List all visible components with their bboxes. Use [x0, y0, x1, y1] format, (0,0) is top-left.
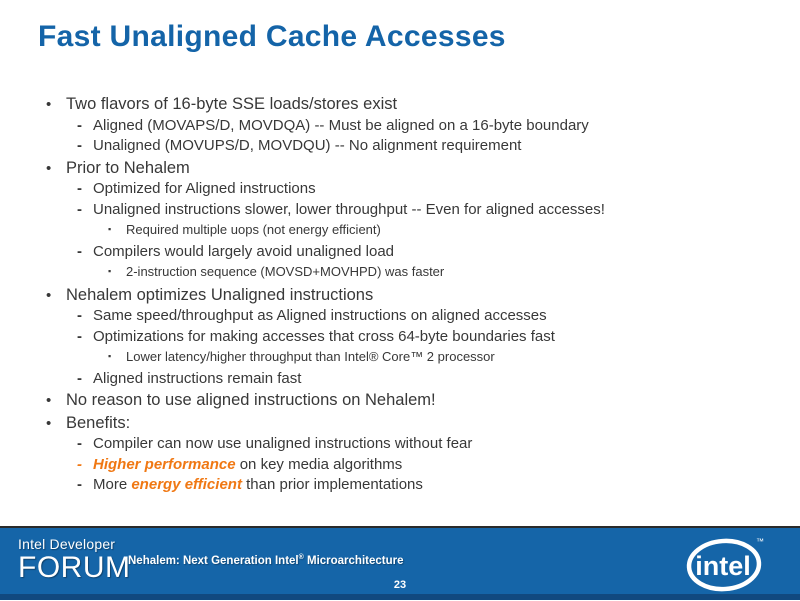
bullet-text: [66, 158, 785, 180]
idf-logo-line1: Intel Developer: [18, 536, 116, 552]
bullet-item: [0, 369, 785, 390]
bullet-marker: •: [46, 392, 52, 409]
plain-text: Two flavors of 16-byte SSE loads/stores exist: [66, 95, 398, 113]
bullet-item: [0, 262, 785, 284]
bullet-list: [0, 93, 785, 496]
plain-text: Required multiple uops (not energy efficient): [126, 222, 381, 237]
bullet-marker: •: [46, 414, 52, 432]
plain-text: Same speed/throughput as Aligned instructions on aligned accesses: [93, 307, 547, 324]
intel-logo-word: intel: [695, 551, 751, 581]
bullet-item: [0, 327, 785, 348]
bullet-text: [93, 306, 785, 327]
footer-subtitle: [128, 554, 404, 567]
bullet-item: [0, 116, 785, 137]
bullet-marker: -: [77, 307, 82, 324]
bullet-marker: -: [77, 455, 82, 473]
page-number: 23: [393, 579, 407, 591]
intel-logo-icon: [686, 532, 768, 596]
plain-text: No reason to use aligned instructions on Nehalem!: [66, 391, 436, 409]
bullet-marker: -: [77, 180, 82, 197]
plain-text: Nehalem optimizes Unaligned instructions: [66, 285, 374, 304]
bullet-text: [93, 200, 785, 221]
footer-subtitle-rest: Microarchitecture: [303, 554, 404, 567]
bullet-marker: -: [77, 200, 82, 218]
plain-text: Optimized for Aligned instructions: [93, 180, 316, 197]
plain-text: Optimizations for making accesses that cross 64-byte boundaries fast: [93, 327, 555, 345]
bullet-marker: ▪: [108, 351, 112, 361]
bullet-marker: -: [77, 476, 82, 493]
bullet-item: [0, 347, 785, 369]
bullet-text: [66, 390, 785, 412]
bullet-item: [0, 200, 785, 221]
bullet-item: [0, 136, 785, 157]
bullet-text: [93, 434, 785, 455]
bullet-item: [0, 285, 785, 307]
idf-logo-line2: FORUM: [18, 551, 131, 584]
plain-text: Compiler can now use unaligned instructions without fear: [93, 435, 473, 452]
accent-text: Higher performance: [93, 455, 236, 473]
bullet-text: [66, 285, 785, 307]
bullet-marker: -: [77, 369, 82, 387]
bullet-item: [0, 475, 785, 496]
plain-text: 2-instruction sequence (MOVSD+MOVHPD) was faster: [126, 264, 445, 279]
bullet-text: [126, 220, 785, 240]
plain-text: Aligned instructions remain fast: [93, 369, 302, 387]
bullet-item: [0, 179, 785, 200]
bullet-text: [93, 475, 785, 496]
slide-title: Fast Unaligned Cache Accesses: [38, 20, 506, 53]
bullet-text: [93, 136, 785, 157]
bullet-marker: -: [77, 116, 82, 134]
bullet-item: [0, 434, 785, 455]
bullet-item: [0, 306, 785, 327]
bullet-text: [93, 242, 785, 263]
plain-text: Unaligned (MOVUPS/D, MOVDQU) -- No alignment requirement: [93, 137, 522, 154]
plain-text: Lower latency/higher throughput than Intel® Core™ 2 processor: [126, 349, 495, 364]
bullet-item: [0, 158, 785, 180]
footer-bar: [0, 526, 800, 600]
plain-text: More: [93, 476, 132, 493]
bullet-item: [0, 413, 785, 435]
bullet-item: [0, 220, 785, 242]
bullet-text: [93, 116, 785, 137]
plain-text: Unaligned instructions slower, lower throughput -- Even for aligned accesses!: [93, 200, 605, 218]
bullet-text: [93, 327, 785, 348]
plain-text: on key media algorithms: [235, 455, 403, 473]
bullet-marker: •: [46, 286, 52, 304]
footer-dark-strip: [0, 594, 800, 600]
bullet-text: [93, 455, 785, 476]
footer-subtitle-text: Nehalem: Next Generation Intel: [128, 554, 299, 567]
bullet-marker: -: [77, 242, 82, 260]
bullet-item: [0, 242, 785, 263]
bullet-marker: ▪: [108, 266, 112, 276]
trademark-icon: ™: [756, 537, 764, 546]
bullet-text: [66, 413, 785, 435]
bullet-text: [126, 347, 785, 367]
bullet-marker: •: [46, 159, 52, 177]
plain-text: Compilers would largely avoid unaligned load: [93, 242, 395, 260]
bullet-text: [93, 369, 785, 390]
bullet-marker: -: [77, 327, 82, 345]
accent-text: energy efficient: [131, 476, 242, 493]
bullet-text: [66, 94, 785, 116]
bullet-marker: -: [77, 435, 82, 452]
registered-mark: ®: [298, 554, 304, 561]
plain-text: Benefits:: [66, 413, 131, 432]
plain-text: Aligned (MOVAPS/D, MOVDQA) -- Must be aligned on a 16-byte boundary: [93, 116, 589, 134]
bullet-item: [0, 94, 785, 116]
idf-logo: [18, 537, 130, 583]
plain-text: Prior to Nehalem: [66, 158, 190, 177]
bullet-text: [93, 179, 785, 200]
bullet-marker: -: [77, 137, 82, 154]
bullet-marker: •: [46, 96, 52, 113]
bullet-item: [0, 390, 785, 412]
bullet-text: [126, 262, 785, 282]
bullet-marker: ▪: [108, 224, 112, 234]
bullet-item: [0, 455, 785, 476]
plain-text: than prior implementations: [241, 476, 423, 493]
